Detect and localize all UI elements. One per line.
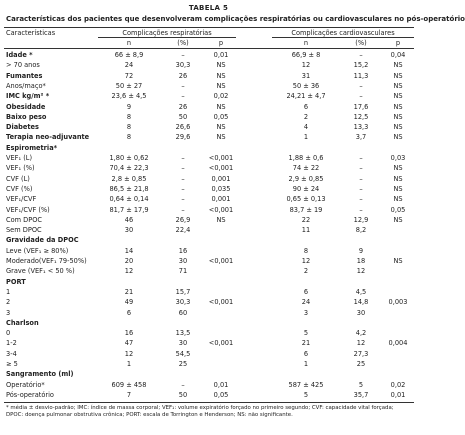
cardio-p: 0,004 (388, 339, 408, 348)
cardio-n: 2 (303, 112, 309, 121)
cardio-n: 0,65 ± 0,13 (286, 195, 326, 204)
resp-n: 1 (126, 360, 132, 368)
resp-pct: – (181, 51, 185, 59)
resp-pct: – (181, 205, 185, 214)
cardio-pct: 9 (358, 246, 364, 255)
row-label: VEF₁ (L) (6, 154, 33, 162)
cardio-pct: 14,8 (353, 298, 369, 307)
cardio-pct: 18 (356, 257, 366, 265)
cardio-n: 8 (303, 246, 309, 255)
cardio-pct: – (359, 174, 363, 183)
resp-n: 2,8 ± 0,85 (111, 174, 147, 183)
row-label: VEF₁/CVF (%) (6, 205, 50, 214)
cardio-n: 24,21 ± 4,7 (286, 92, 326, 101)
cardio-n: 1 (303, 360, 309, 368)
resp-n: 7 (126, 390, 132, 399)
resp-n: 12 (124, 349, 134, 358)
resp-pct: – (181, 154, 185, 162)
resp-n: 12 (124, 267, 134, 276)
row-label: Sangramento (ml) (6, 370, 74, 379)
row-label: 1 (6, 287, 11, 296)
cardio-n: 66,9 ± 8 (291, 51, 321, 59)
bottom-rule (4, 402, 414, 403)
cardio-n: 6 (303, 349, 309, 358)
resp-pct: 25 (178, 360, 188, 368)
resp-pct: – (181, 380, 185, 389)
cardio-p: NS (393, 133, 403, 142)
cardio-n: 6 (303, 102, 309, 111)
cardio-pct: 5 (358, 380, 364, 389)
resp-n: 6 (126, 308, 132, 317)
cardio-p: NS (393, 112, 403, 121)
resp-p: NS (216, 61, 226, 70)
header-group-cardiovascular: Complicações cardiovasculares (291, 29, 395, 37)
row-label: 0 (6, 329, 11, 338)
row-label: CVF (%) (6, 184, 33, 193)
resp-pct: 30,3 (175, 61, 191, 70)
cardio-n: 5 (303, 390, 309, 399)
resp-p: NS (216, 102, 226, 111)
resp-n: 1,80 ± 0,62 (109, 154, 149, 162)
row-label: Diabetes (6, 123, 39, 132)
resp-pct: 16 (178, 246, 188, 255)
cardio-n: 3 (303, 308, 309, 317)
cardio-p: 0,01 (390, 390, 406, 399)
resp-pct: 30 (178, 257, 188, 265)
row-label: Espirometria* (6, 143, 58, 152)
header-group-respiratory: Complicações respiratórias (122, 29, 212, 37)
header-characteristics: Características (6, 29, 56, 37)
row-label: 1-2 (6, 339, 17, 348)
row-label: ≥ 5 (6, 360, 18, 368)
header-cardio-pct: (%) (355, 39, 367, 47)
group-rule-cardiovascular (272, 37, 414, 38)
cardio-pct: 30 (356, 308, 366, 317)
resp-n: 8 (126, 112, 132, 121)
resp-n: 50 ± 27 (115, 81, 143, 90)
resp-n: 49 (124, 298, 134, 307)
resp-pct: 30 (178, 339, 188, 348)
resp-p: NS (216, 215, 226, 224)
cardio-pct: 12,9 (353, 215, 369, 224)
row-label: CVF (L) (6, 174, 30, 183)
resp-n: 8 (126, 123, 132, 132)
resp-p: <0,001 (208, 298, 234, 307)
resp-n: 30 (124, 226, 134, 235)
cardio-n: 83,7 ± 19 (289, 205, 323, 214)
cardio-pct: 13,3 (353, 123, 369, 132)
cardio-p: NS (393, 102, 403, 111)
row-label: Sem DPOC (6, 226, 42, 235)
cardio-n: 22 (301, 215, 311, 224)
resp-p: 0,001 (211, 195, 231, 204)
cardio-pct: – (359, 154, 363, 162)
cardio-n: 5 (303, 329, 309, 338)
resp-n: 46 (124, 215, 134, 224)
cardio-p: NS (393, 195, 403, 204)
cardio-n: 587 ± 425 (288, 380, 324, 389)
cardio-pct: 12,5 (353, 112, 369, 121)
cardio-pct: – (359, 195, 363, 204)
resp-pct: – (181, 92, 185, 101)
cardio-n: 1,88 ± 0,6 (288, 154, 324, 162)
resp-n: 16 (124, 329, 134, 338)
row-label: Obesidade (6, 102, 46, 111)
cardio-p: NS (393, 123, 403, 132)
resp-p: <0,001 (208, 339, 234, 348)
resp-p: 0,01 (213, 51, 229, 59)
resp-pct: 50 (178, 112, 188, 121)
resp-pct: 13,5 (175, 329, 191, 338)
resp-p: NS (216, 133, 226, 142)
cardio-pct: – (359, 92, 363, 101)
cardio-n: 50 ± 36 (292, 81, 320, 90)
resp-n: 21 (124, 287, 134, 296)
cardio-n: 2,9 ± 0,85 (288, 174, 324, 183)
resp-n: 81,7 ± 17,9 (109, 205, 149, 214)
row-label: 3 (6, 308, 11, 317)
resp-p: <0,001 (208, 164, 234, 173)
cardio-p: 0,04 (390, 51, 406, 59)
resp-p: 0,035 (211, 184, 231, 193)
cardio-pct: 8,2 (355, 226, 367, 235)
resp-n: 72 (124, 71, 134, 80)
resp-p: <0,001 (208, 257, 234, 265)
cardio-n: 21 (301, 339, 311, 348)
cardio-n: 90 ± 24 (292, 184, 320, 193)
cardio-p: 0,003 (388, 298, 408, 307)
row-label: 2 (6, 298, 11, 307)
resp-pct: 26 (178, 71, 188, 80)
resp-p: NS (216, 71, 226, 80)
resp-n: 609 ± 458 (111, 380, 147, 389)
header-cardio-p: p (395, 39, 401, 47)
cardio-n: 12 (301, 61, 311, 70)
row-label: Leve (VEF₁ ≥ 80%) (6, 246, 69, 255)
cardio-pct: 35,7 (353, 390, 369, 399)
cardio-p: 0,03 (390, 154, 406, 162)
row-label: Charlson (6, 318, 39, 327)
header-resp-pct: (%) (177, 39, 189, 47)
row-label: Baixo peso (6, 112, 47, 121)
cardio-pct: 12 (356, 339, 366, 348)
resp-p: 0,001 (211, 174, 231, 183)
row-label: VEF₁ (%) (6, 164, 35, 173)
row-label: 3-4 (6, 349, 17, 358)
table-title: Características dos pacientes que desenvolveram complicações respiratórias ou cardiovasculares no pós-operatório (6, 15, 465, 23)
resp-pct: – (181, 174, 185, 183)
cardio-p: 0,05 (390, 205, 406, 214)
cardio-p: NS (393, 257, 403, 265)
header-bottom-rule (4, 48, 414, 49)
cardio-pct: 4,5 (355, 287, 367, 296)
resp-pct: – (181, 81, 185, 90)
row-label: Terapia neo-adjuvante (6, 133, 90, 142)
resp-p: NS (216, 123, 226, 132)
cardio-n: 31 (301, 71, 311, 80)
resp-pct: 50 (178, 390, 188, 399)
row-label: VEF₁/CVF (6, 195, 37, 204)
cardio-p: NS (393, 164, 403, 173)
resp-p: 0,02 (213, 92, 229, 101)
resp-p: 0,05 (213, 390, 229, 399)
resp-n: 23,6 ± 4,5 (111, 92, 147, 101)
row-label: Gravidade da DPOC (6, 236, 79, 245)
row-label: Moderado(VEF₁ 79-50%) (6, 257, 87, 265)
resp-n: 24 (124, 61, 134, 70)
resp-pct: – (181, 195, 185, 204)
resp-p: <0,001 (208, 154, 234, 162)
cardio-pct: – (359, 164, 363, 173)
group-rule-respiratory (98, 37, 236, 38)
cardio-pct: 12 (356, 267, 366, 276)
resp-pct: – (181, 184, 185, 193)
resp-pct: 26 (178, 102, 188, 111)
resp-n: 86,5 ± 21,8 (109, 184, 149, 193)
cardio-n: 1 (303, 133, 309, 142)
cardio-pct: – (359, 51, 363, 59)
resp-n: 66 ± 8,9 (114, 51, 144, 59)
row-label: Grave (VEF₁ < 50 %) (6, 267, 75, 276)
resp-n: 47 (124, 339, 134, 348)
cardio-n: 2 (303, 267, 309, 276)
cardio-p: 0,02 (390, 380, 406, 389)
resp-pct: 26,6 (175, 123, 191, 132)
header-resp-n: n (126, 39, 132, 47)
resp-p: <0,001 (208, 205, 234, 214)
cardio-n: 6 (303, 287, 309, 296)
resp-pct: 60 (178, 308, 188, 317)
cardio-pct: 15,2 (353, 61, 369, 70)
row-label: Com DPOC (6, 215, 43, 224)
row-label: Fumantes (6, 71, 43, 80)
cardio-pct: – (359, 205, 363, 214)
resp-pct: 22,4 (175, 226, 191, 235)
cardio-pct: 4,2 (355, 329, 367, 338)
row-label: Anos/maço* (6, 81, 46, 90)
resp-pct: – (181, 164, 185, 173)
cardio-p: NS (393, 215, 403, 224)
cardio-pct: 11,3 (353, 71, 369, 80)
resp-pct: 71 (178, 267, 188, 276)
resp-n: 9 (126, 102, 132, 111)
resp-pct: 15,7 (175, 287, 191, 296)
resp-n: 0,64 ± 0,14 (109, 195, 149, 204)
cardio-pct: 17,6 (353, 102, 369, 111)
row-label: > 70 anos (6, 61, 40, 70)
cardio-pct: – (359, 81, 363, 90)
resp-n: 20 (124, 257, 134, 265)
cardio-p: NS (393, 81, 403, 90)
resp-pct: 29,6 (175, 133, 191, 142)
resp-p: NS (216, 81, 226, 90)
row-label: Idade * (6, 51, 33, 59)
resp-n: 8 (126, 133, 132, 142)
cardio-pct: – (359, 184, 363, 193)
top-rule (4, 27, 414, 28)
cardio-pct: 25 (356, 360, 366, 368)
cardio-n: 74 ± 22 (292, 164, 320, 173)
resp-n: 70,4 ± 22,3 (109, 164, 149, 173)
row-label: PORT (6, 277, 26, 286)
resp-pct: 30,3 (175, 298, 191, 307)
cardio-p: NS (393, 184, 403, 193)
cardio-n: 11 (301, 226, 311, 235)
cardio-p: NS (393, 174, 403, 183)
cardio-n: 4 (303, 123, 309, 132)
resp-p: 0,05 (213, 112, 229, 121)
cardio-pct: 3,7 (355, 133, 367, 142)
row-label: Operatório* (6, 380, 45, 389)
cardio-n: 12 (301, 257, 311, 265)
resp-pct: 54,5 (175, 349, 191, 358)
resp-p: 0,01 (213, 380, 229, 389)
row-label: IMC kg/m² * (6, 92, 50, 101)
resp-n: 14 (124, 246, 134, 255)
header-cardio-n: n (303, 39, 309, 47)
resp-pct: 26,9 (175, 215, 191, 224)
cardio-n: 24 (301, 298, 311, 307)
cardio-p: NS (393, 92, 403, 101)
cardio-pct: 27,3 (353, 349, 369, 358)
cardio-p: NS (393, 61, 403, 70)
row-label: Pós-operatório (6, 390, 54, 399)
cardio-p: NS (393, 71, 403, 80)
table-label: TABELA 5 (188, 4, 229, 12)
table-footnote: * média ± desvio-padrão; IMC: índice de massa corporal; VEF₁: volume expiratório forçado no primeiro segundo; CVF: capacidade vital forçada; DPOC: doença pulmonar obstrutiva crônica; PORT: escala de Torrington e Henderson; NS: não significante. (6, 405, 394, 419)
header-resp-p: p (218, 39, 224, 47)
